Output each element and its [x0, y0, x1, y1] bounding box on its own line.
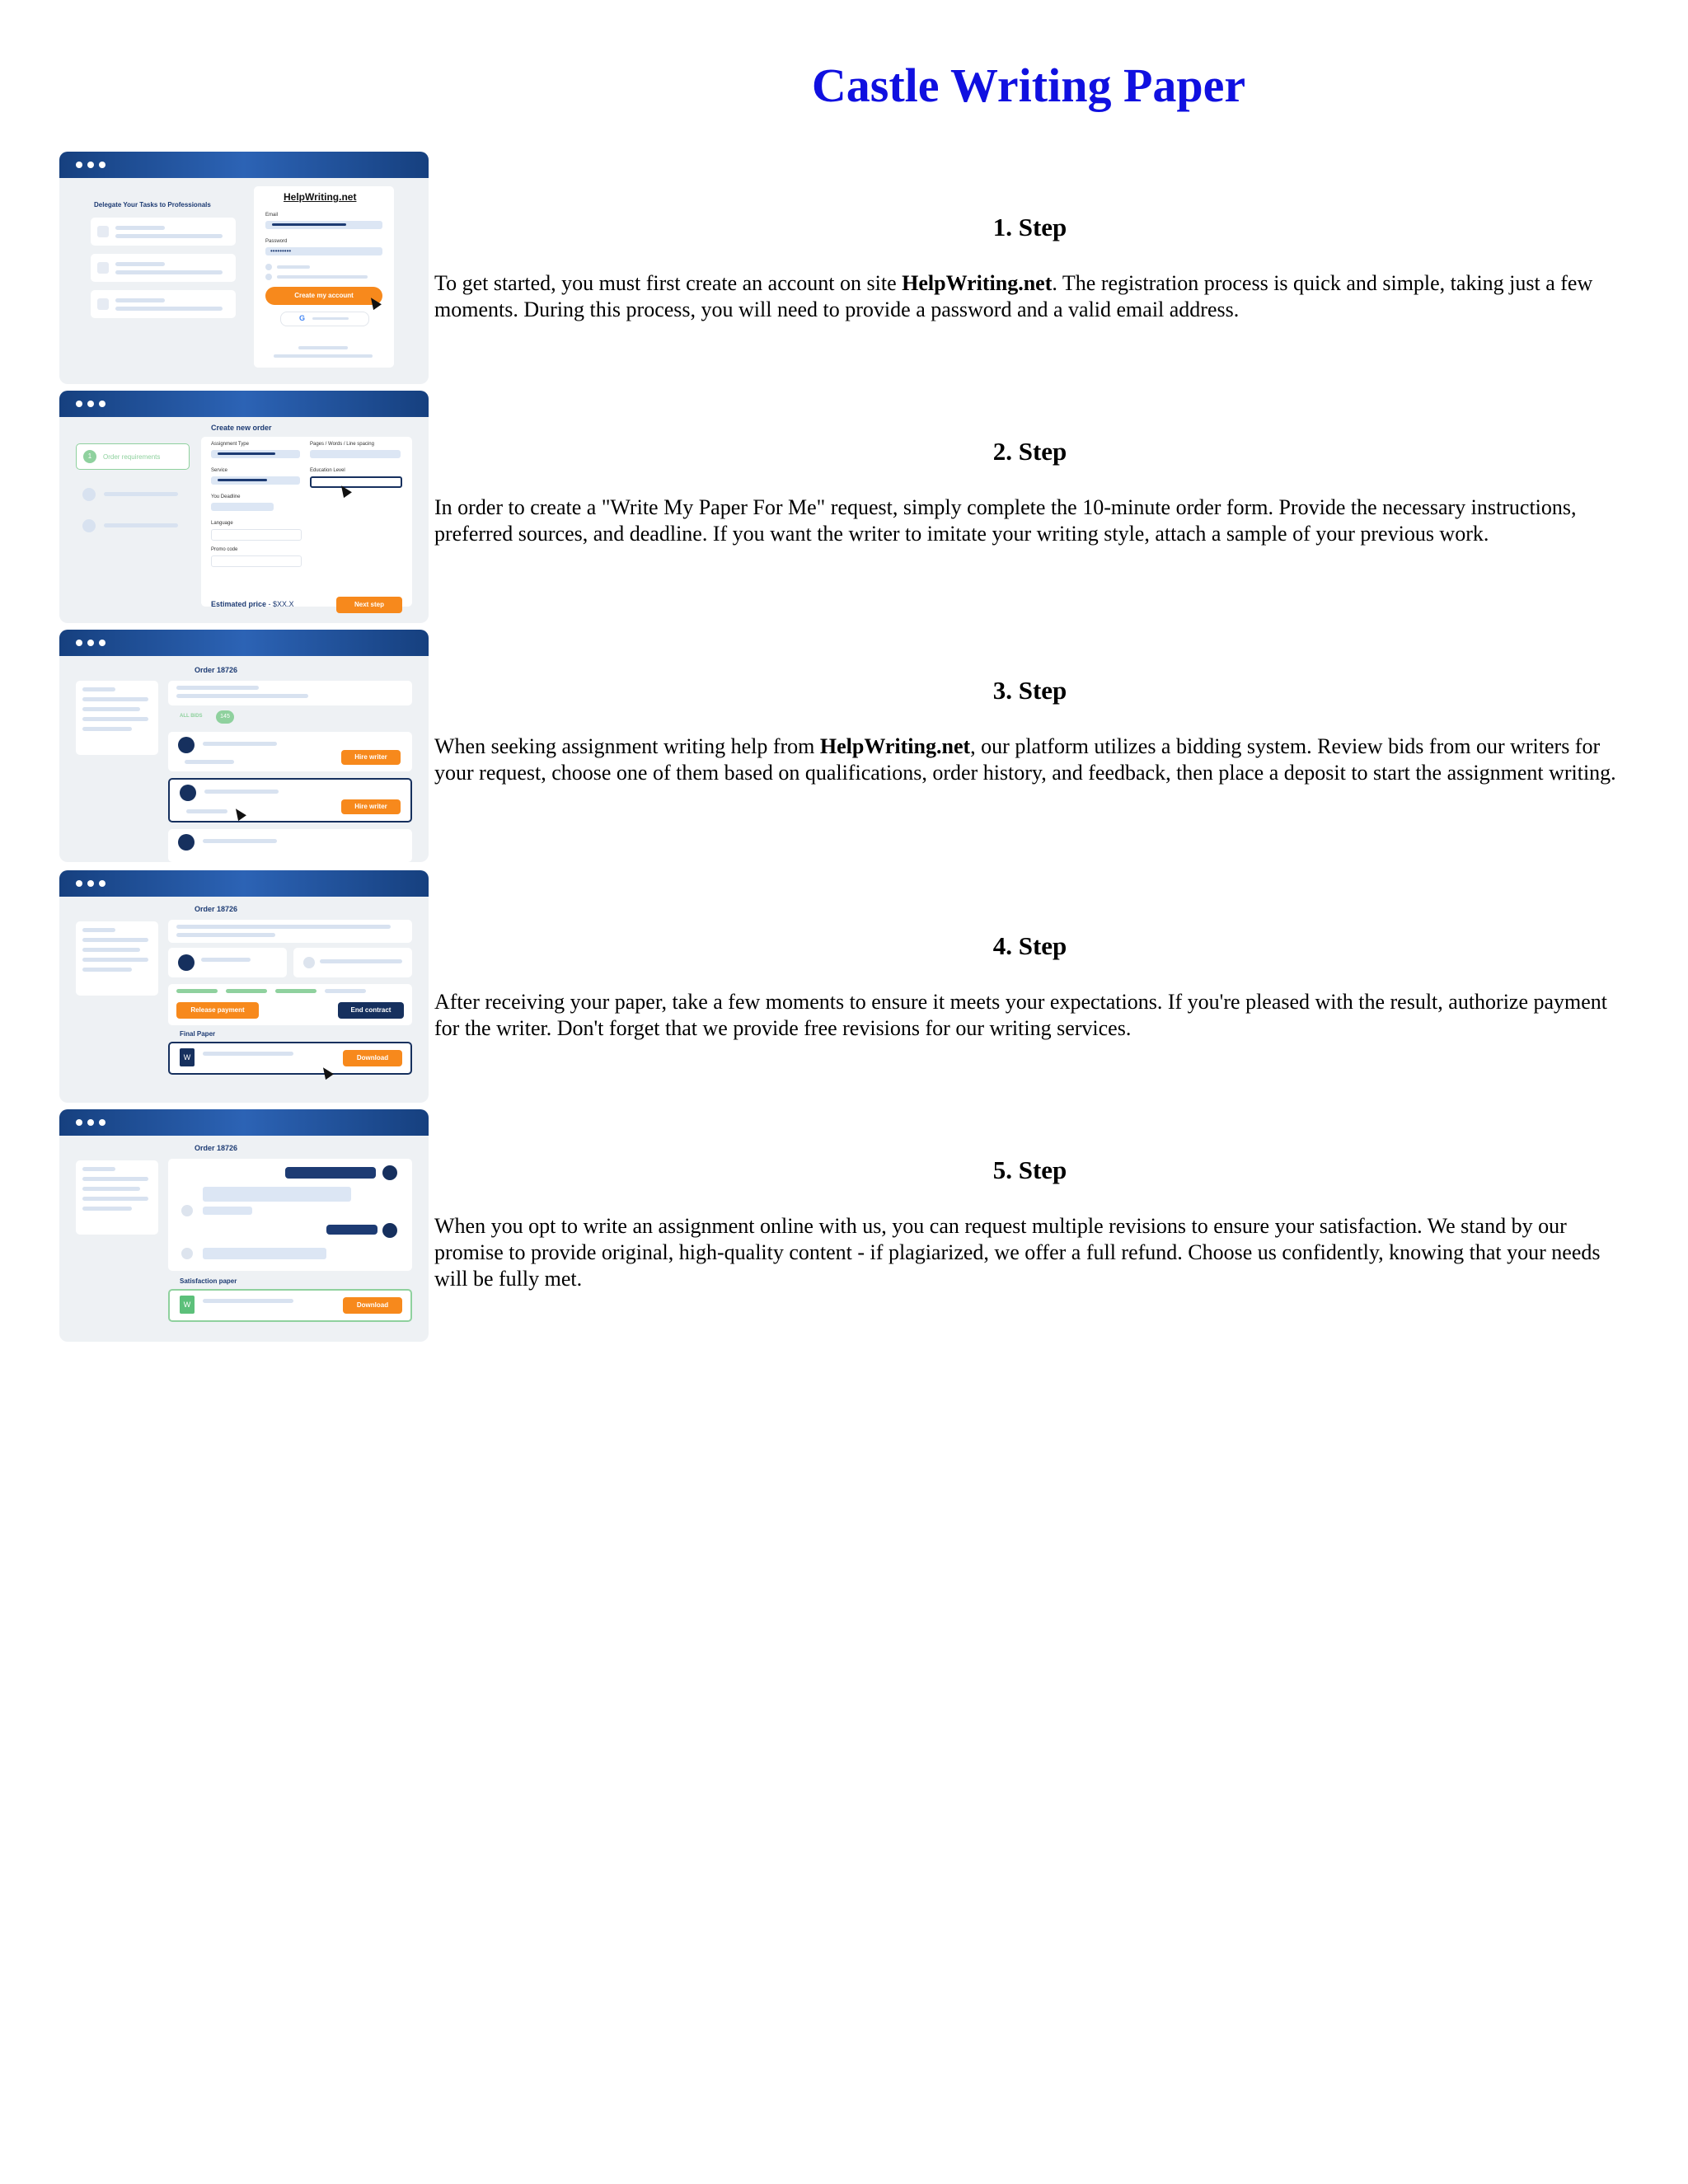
window-dot-icon [87, 401, 94, 407]
window-dot-icon [87, 640, 94, 646]
window-dot-icon [99, 401, 106, 407]
step-row-4 [59, 870, 1625, 1104]
mock-password-value: ••••••••• [270, 247, 292, 255]
mock-bid-card [168, 829, 412, 862]
word-file-icon: W [180, 1296, 195, 1314]
window-titlebar [59, 1109, 429, 1136]
mock-download-button: Download [343, 1297, 402, 1314]
window-dot-icon [99, 640, 106, 646]
window-dot-icon [76, 1119, 82, 1126]
mock-promo-input [211, 555, 302, 567]
window-titlebar [59, 152, 429, 178]
mock-hire-writer-button: Hire writer [341, 750, 401, 765]
mock-sidebar [76, 681, 158, 755]
step-text: To get started, you must first create an account on site HelpWriting.net. The registration process is quick and simple, taking just a few moments. During this process, you will need to provide a password and a valid email address. [434, 271, 1593, 321]
mock-satisfaction-label: Satisfaction paper [180, 1277, 237, 1285]
window-dot-icon [87, 880, 94, 887]
mock-end-contract-button: End contract [338, 1002, 404, 1019]
step-5-screenshot [59, 1109, 429, 1342]
step-row-5 [59, 1109, 1625, 1343]
mock-password-label: Password [265, 239, 288, 244]
mock-field-label: Assignment Type [211, 442, 249, 447]
mock-satisfaction-card [168, 1289, 412, 1322]
mock-education-input [310, 476, 402, 488]
mock-order-title: Order 18726 [195, 666, 238, 674]
step-heading: 3. Step [992, 676, 1067, 705]
mock-next-step-button: Next step [336, 597, 402, 613]
mock-side-step-label: Order requirements [103, 453, 161, 461]
mock-field-label: Service [211, 468, 228, 473]
window-dot-icon [87, 162, 94, 168]
step-heading: 2. Step [992, 437, 1067, 466]
brand-name: HelpWriting.net [902, 271, 1053, 295]
mock-field-label: Language [211, 521, 233, 526]
writer-avatar-icon [178, 954, 195, 971]
mock-field-label: Education Level [310, 468, 345, 473]
writer-avatar-icon [178, 834, 195, 851]
step-heading: 1. Step [992, 213, 1067, 241]
mock-create-account-button: Create my account [265, 287, 382, 305]
window-dot-icon [76, 880, 82, 887]
mock-google-button [280, 312, 369, 326]
mock-order-title: Order 18726 [195, 905, 238, 913]
mock-chat-window [168, 1159, 412, 1271]
step-row-3 [59, 630, 1625, 864]
step-text: In order to create a "Write My Paper For Me" request, simply complete the 10-minute order form. Provide the necessary instructions, preferred sources, and deadline. If you want the writer to imitate your writing style, attach a sample of your previous work. [434, 495, 1577, 546]
writer-avatar-icon [180, 785, 196, 801]
mock-final-paper-label: Final Paper [180, 1030, 216, 1038]
mock-hire-writer-button: Hire writer [341, 799, 401, 814]
mock-bid-card [168, 732, 412, 771]
mock-field-label: Pages / Words / Line spacing [310, 442, 374, 447]
mock-final-paper-card [168, 1042, 412, 1075]
writer-avatar-icon [178, 737, 195, 753]
mock-sidebar [76, 1160, 158, 1235]
mock-bids-label: ALL BIDS [180, 714, 203, 719]
window-titlebar [59, 870, 429, 897]
window-dot-icon [99, 1119, 106, 1126]
step-text: After receiving your paper, take a few moments to ensure it meets your expectations. If you're pleased with the result, authorize payment for the writer. Don't forget that we provide free revisions for our writing services. [434, 990, 1608, 1040]
window-dot-icon [76, 640, 82, 646]
page-title: Castle Writing Paper [811, 59, 1246, 112]
mock-email-label: Email [265, 213, 279, 218]
mock-signup-form [254, 186, 394, 368]
step-heading: 5. Step [992, 1155, 1067, 1184]
window-dot-icon [99, 880, 106, 887]
mock-left-title: Delegate Your Tasks to Professionals [94, 201, 211, 209]
step-heading: 4. Step [992, 931, 1067, 960]
mock-info-card [293, 948, 412, 977]
mock-payment-card [168, 984, 412, 1025]
window-dot-icon [76, 401, 82, 407]
google-icon: G [299, 314, 306, 322]
word-file-icon: W [180, 1048, 195, 1066]
mock-card [91, 254, 236, 282]
mock-language-input [211, 529, 302, 541]
mock-order-header [168, 920, 412, 943]
mock-bids-count: 145 [216, 710, 234, 724]
mock-card [91, 290, 236, 318]
mock-step-number: 1 [83, 450, 96, 463]
mock-order-form [201, 437, 412, 607]
step-text: When seeking assignment writing help from HelpWriting.net, our platform utilizes a bidding system. Review bids from our writers for your request, choose one of them based on qualifications, order history, and feedback, then place a deposit to start the assignment writing. [434, 734, 1616, 785]
step-3-screenshot [59, 630, 429, 862]
mock-order-title: Order 18726 [195, 1144, 238, 1152]
mock-side-step [76, 443, 190, 470]
mock-field-label: Promo code [211, 547, 238, 552]
step-4-screenshot [59, 870, 429, 1103]
writer-avatar-icon [382, 1165, 397, 1180]
mock-order-header [168, 681, 412, 705]
window-dot-icon [87, 1119, 94, 1126]
brand-name: HelpWriting.net [819, 734, 971, 758]
step-row-1 [59, 152, 1625, 386]
mock-download-button: Download [343, 1050, 402, 1066]
mock-release-payment-button: Release payment [176, 1002, 259, 1019]
step-1-screenshot [59, 152, 429, 384]
mock-card [91, 218, 236, 246]
mock-writer-card [168, 948, 287, 977]
window-dot-icon [76, 162, 82, 168]
mock-price: Estimated price - $XX.X [211, 600, 294, 608]
mock-form-title: Create new order [211, 424, 272, 432]
window-dot-icon [99, 162, 106, 168]
step-row-2 [59, 391, 1625, 625]
writer-avatar-icon [382, 1223, 397, 1238]
window-titlebar [59, 630, 429, 656]
mock-bid-card-selected [168, 778, 412, 823]
window-titlebar [59, 391, 429, 417]
mock-field-label: You Deadline [211, 494, 241, 499]
mock-sidebar [76, 921, 158, 996]
mock-brand: HelpWriting.net [284, 191, 357, 203]
step-2-screenshot [59, 391, 429, 623]
step-text: When you opt to write an assignment online with us, you can request multiple revisions to ensure your satisfaction. We stand by our promise to provide original, high-quality content - if plagiarized, we offer a full refund. Choose us confidently, knowing that your needs will be fully met. [434, 1214, 1601, 1291]
